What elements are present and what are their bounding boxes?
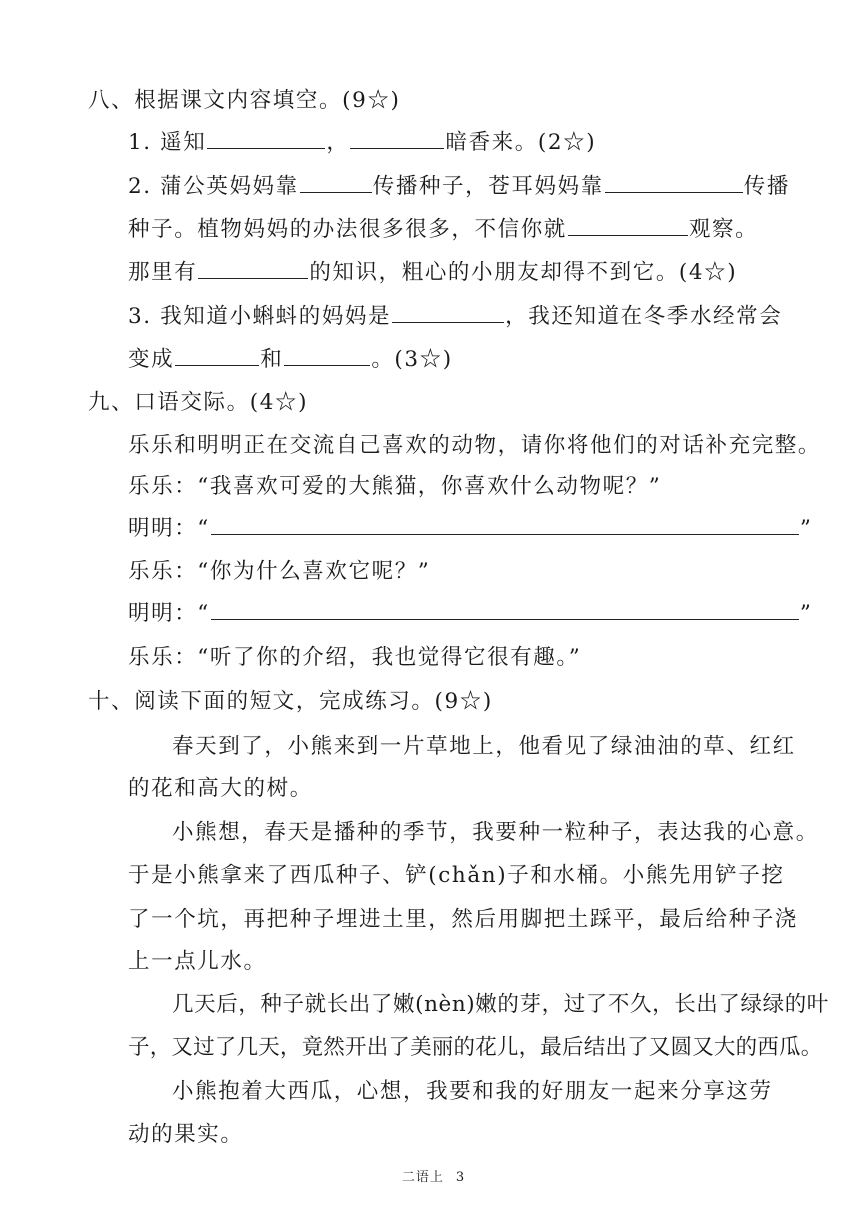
footer-label: 二语上 — [401, 1170, 444, 1185]
question-1 — [128, 128, 596, 158]
passage-p2-line3: 了一个坑，再把种子埋进土里，然后用脚把土踩平，最后给种子浇 — [128, 907, 798, 932]
passage-p3-line1: 几天后，种子就长出了嫩(nèn)嫩的芽，过了不久，长出了绿绿的叶 — [172, 992, 829, 1017]
passage-p3-line2: 子，又过了几天，竟然开出了美丽的花儿，最后结出了又圆又大的西瓜。 — [128, 1035, 823, 1060]
q1-text-a: 1. 遥知 — [128, 130, 207, 155]
dialogue-mingming-2 — [128, 599, 813, 629]
q1-blank-2[interactable] — [350, 128, 444, 149]
dialogue-lele-3: 乐乐：“听了你的介绍，我也觉得它很有趣。” — [128, 645, 582, 670]
passage-p2-line4: 上一点儿水。 — [128, 949, 267, 974]
section9-title: 九、口语交际。(4☆) — [88, 390, 309, 415]
q2-text-c: 传播 — [743, 174, 790, 199]
q3-blank-1[interactable] — [392, 302, 504, 323]
page-number: 3 — [455, 1170, 466, 1185]
q2-blank-4[interactable] — [198, 258, 308, 279]
section10-title: 十、阅读下面的短文，完成练习。(9☆) — [88, 689, 493, 714]
q3-blank-2[interactable] — [175, 345, 259, 366]
question-2-line-3 — [128, 258, 737, 288]
q1-text-b: ， — [326, 130, 350, 155]
mingming-1-close: ” — [799, 516, 813, 541]
mingming-2-close: ” — [799, 601, 813, 626]
q2-blank-3[interactable] — [568, 215, 688, 236]
mingming-1-answer-blank[interactable] — [211, 514, 799, 535]
dialogue-lele-1: 乐乐：“我喜欢可爱的大熊猫，你喜欢什么动物呢？” — [128, 474, 662, 499]
q2-text-a: 2. 蒲公英妈妈靠 — [128, 174, 299, 199]
mingming-2-open: 明明：“ — [128, 601, 210, 626]
question-2-line-2 — [128, 215, 758, 245]
q3-blank-3[interactable] — [284, 345, 370, 366]
passage-p4-line2: 动的果实。 — [128, 1122, 244, 1147]
q2-text-f: 那里有 — [128, 260, 198, 285]
passage-p2-line2: 于是小熊拿来了西瓜种子、铲(chǎn)子和水桶。小熊先用铲子挖 — [128, 863, 785, 888]
q1-blank-1[interactable] — [207, 128, 325, 149]
q2-blank-2[interactable] — [605, 172, 743, 193]
dialogue-intro: 乐乐和明明正在交流自己喜欢的动物，请你将他们的对话补充完整。 — [128, 433, 822, 458]
q2-blank-1[interactable] — [300, 172, 372, 193]
mingming-1-open: 明明：“ — [128, 516, 210, 541]
q3-text-d: 和 — [260, 347, 284, 372]
q2-text-e: 观察。 — [688, 217, 759, 242]
q3-text-e: 。(3☆) — [371, 347, 453, 372]
q2-text-d: 种子。植物妈妈的办法很多很多，不信你就 — [128, 217, 567, 242]
q3-text-a: 3. 我知道小蝌蚪的妈妈是 — [128, 304, 392, 329]
q3-text-b: ，我还知道在冬季水经常会 — [505, 304, 783, 329]
question-2-line-1 — [128, 172, 790, 202]
dialogue-mingming-1 — [128, 514, 813, 544]
mingming-2-answer-blank[interactable] — [211, 599, 799, 620]
q3-text-c: 变成 — [128, 347, 175, 372]
passage-p2-line1: 小熊想，春天是播种的季节，我要种一粒种子，表达我的心意。 — [172, 820, 819, 845]
passage-p1-line1: 春天到了，小熊来到一片草地上，他看见了绿油油的草、红红 — [172, 734, 796, 759]
q2-text-g: 的知识，粗心的小朋友却得不到它。(4☆) — [309, 260, 738, 285]
passage-p1-line2: 的花和高大的树。 — [128, 776, 313, 801]
dialogue-lele-2: 乐乐：“你为什么喜欢它呢？” — [128, 559, 431, 584]
question-3-line-2 — [128, 345, 453, 375]
passage-p4-line1: 小熊抱着大西瓜，心想，我要和我的好朋友一起来分享这劳 — [172, 1079, 773, 1104]
q2-text-b: 传播种子，苍耳妈妈靠 — [372, 174, 604, 199]
question-3-line-1 — [128, 302, 782, 332]
page-footer — [0, 1166, 867, 1185]
section8-title: 八、根据课文内容填空。(9☆) — [88, 88, 401, 113]
q1-text-c: 暗香来。(2☆) — [445, 130, 597, 155]
